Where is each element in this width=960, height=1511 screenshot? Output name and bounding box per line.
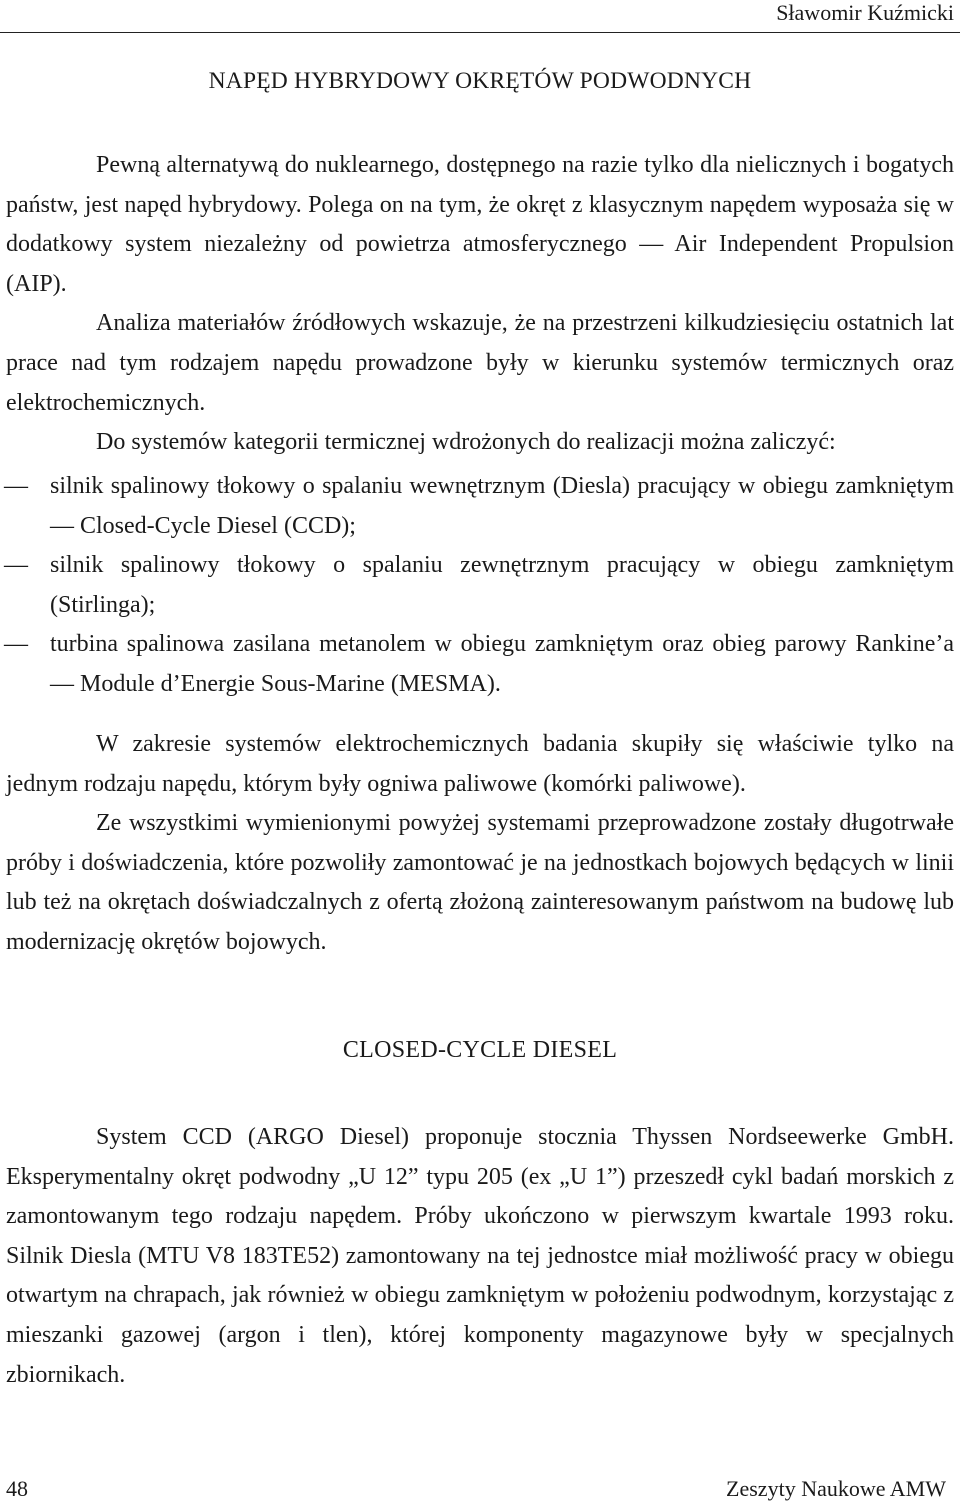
- paragraph: W zakresie systemów elektrochemicznych badania skupiły się właściwie tylko na jednym rodzaju napędu, którym były ogniwa paliwowe (komórki paliwowe).: [6, 731, 954, 797]
- list-item-text: turbina spalinowa zasilana metanolem w obiegu zamkniętym oraz obieg parowy Rankine’a — Module d’Energie Sous-Marine (MESMA).: [50, 631, 954, 697]
- list-item: [6, 546, 954, 625]
- list-item: [6, 625, 954, 704]
- dash-bullet: —: [4, 631, 28, 658]
- after-list-section: [6, 725, 954, 963]
- dash-bullet: —: [4, 473, 28, 499]
- article-title: NAPĘD HYBRYDOWY OKRĘTÓW PODWODNYCH: [208, 68, 752, 94]
- ccd-section: [6, 1118, 954, 1395]
- paragraph: Do systemów kategorii termicznej wdrożonych do realizacji można zaliczyć:: [96, 429, 836, 456]
- header-divider: [0, 32, 960, 33]
- thermal-systems-list: [6, 467, 954, 705]
- paragraph: Ze wszystkimi wymienionymi powyżej systemami przeprowadzone zostały długotrwałe próby i doświadczenia, które pozwoliły zamontować je na jednostkach bojowych będących w linii lub też na okrętach doświadczalnych z ofertą złożoną zainteresowanym państwom na budowę lub modernizację okrętów bojowych.: [6, 810, 954, 955]
- journal-name: Zeszyty Naukowe AMW: [726, 1476, 946, 1501]
- paragraph: Pewną alternatywą do nuklearnego, dostępnego na razie tylko dla nielicznych i bogatych państw, jest napęd hybrydowy. Polega on na tym, że okręt z klasycznym napędem wyposaża się w dodatkowy system niezależny od powietrza atmosferycznego — Air Independent Propulsion (AIP).: [6, 152, 954, 297]
- intro-section: [6, 146, 954, 463]
- section-title: CLOSED-CYCLE DIESEL: [342, 1037, 618, 1063]
- page-number: 48: [6, 1476, 28, 1501]
- dash-bullet: —: [4, 552, 28, 579]
- header-author: Sławomir Kuźmicki: [776, 0, 954, 25]
- list-item-text: silnik spalinowy tłokowy o spalaniu zewnętrznym pracujący w obiegu zamkniętym (Stirlinga);: [50, 552, 954, 618]
- list-item: [6, 467, 954, 546]
- list-item-text: silnik spalinowy tłokowy o spalaniu wewnętrznym (Diesla) pracujący w obiegu zamkniętym — Closed-Cycle Diesel (CCD);: [50, 473, 954, 539]
- paragraph: Analiza materiałów źródłowych wskazuje, że na przestrzeni kilkudziesięciu ostatnich lat prace nad tym rodzajem napędu prowadzone były w kierunku systemów termicznych oraz elektrochemicznych.: [6, 310, 954, 416]
- paragraph: System CCD (ARGO Diesel) proponuje stocznia Thyssen Nordseewerke GmbH. Eksperymentalny okręt podwodny „U 12” typu 205 (ex „U 1”) przeszedł cykl badań morskich z zamontowanym tego rodzaju napędem. Próby ukończono w pierwszym kwartale 1993 roku. Silnik Diesla (MTU V8 183TE52) zamontowany na tej jednostce miał możliwość pracy w obiegu otwartym na chrapach, jak również w obiegu zamkniętym w położeniu podwodnym, korzystając z mieszanki gazowej (argon i tlen), której komponenty magazynowe były w specjalnych zbiornikach.: [6, 1124, 954, 1388]
